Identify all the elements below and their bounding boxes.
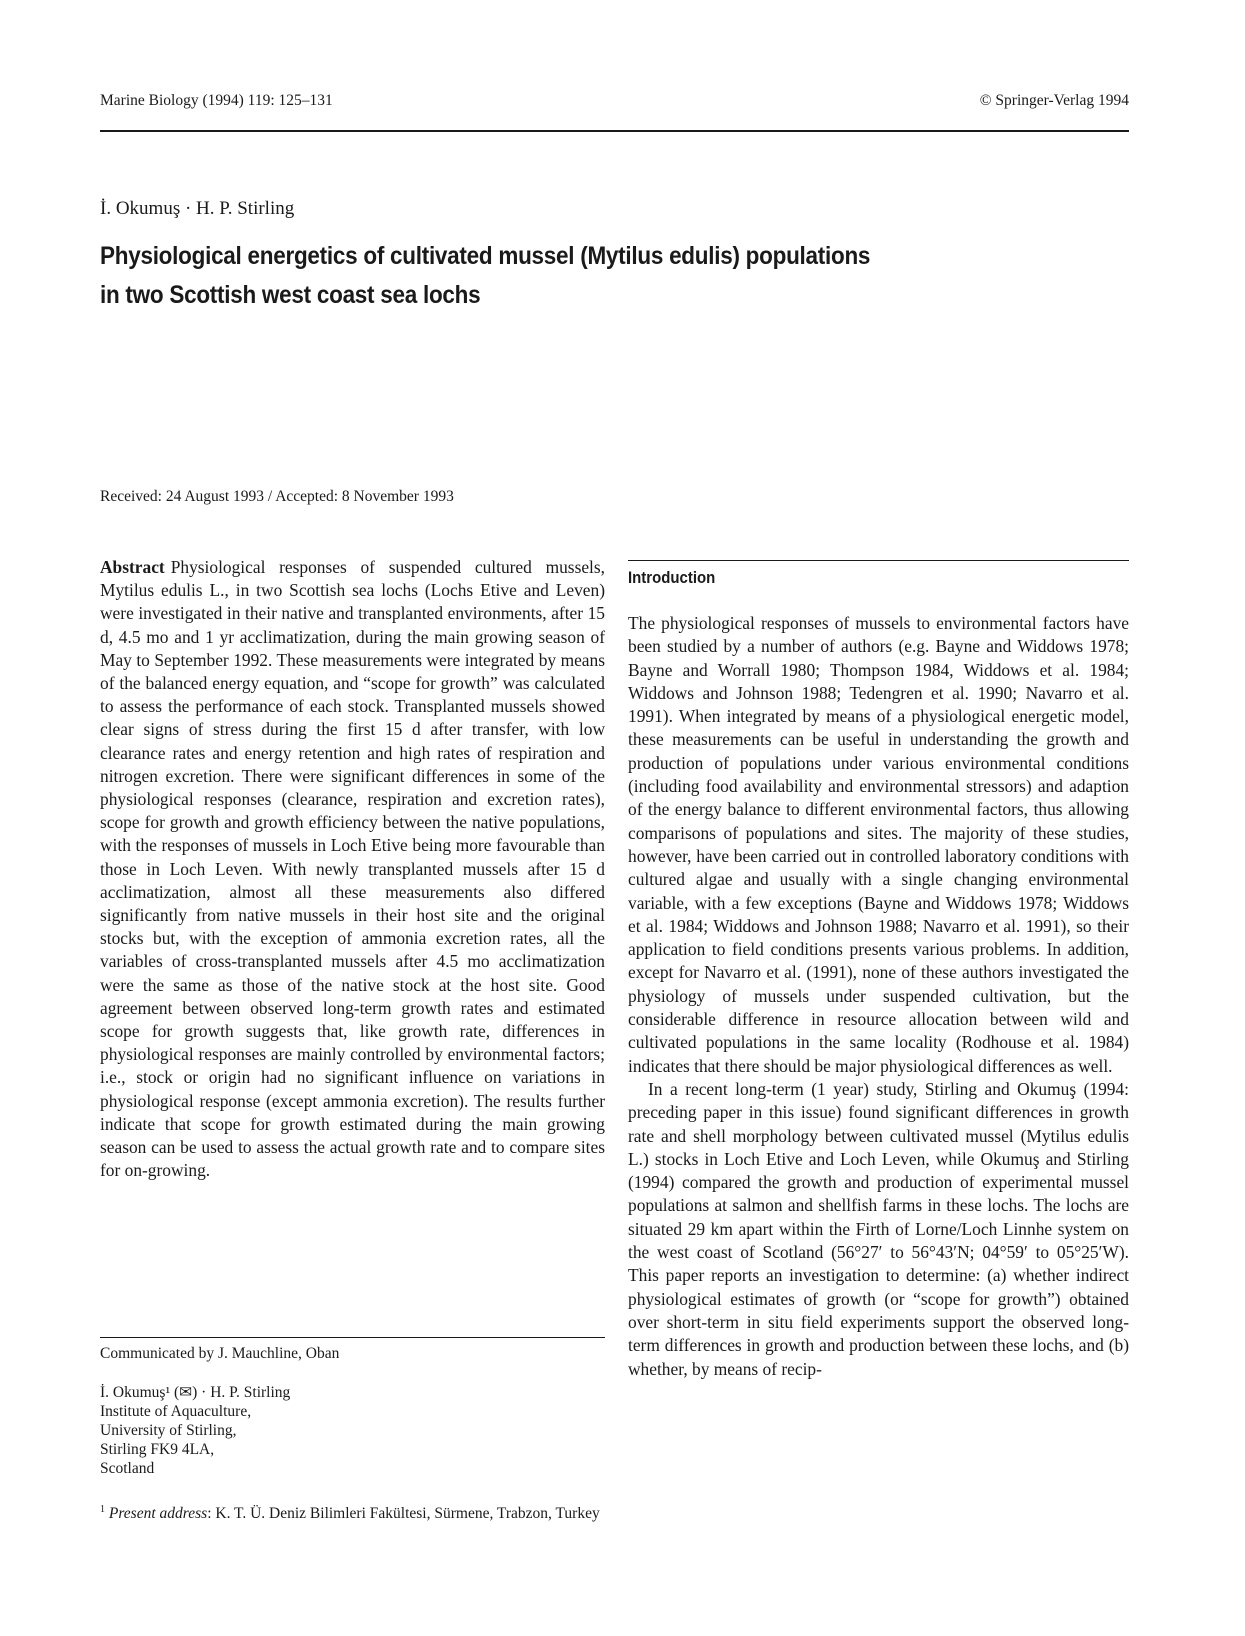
introduction-body bbox=[628, 612, 1129, 1381]
journal-citation: Marine Biology (1994) 119: 125–131 bbox=[100, 92, 333, 109]
received-dates: Received: 24 August 1993 / Accepted: 8 November 1993 bbox=[100, 488, 454, 505]
footnote bbox=[100, 1500, 605, 1523]
affiliation-line: Institute of Aquaculture, bbox=[100, 1403, 252, 1420]
abstract bbox=[100, 556, 605, 1182]
footnote-label: Present address bbox=[108, 1505, 208, 1523]
title-line-2: in two Scottish west coast sea lochs bbox=[100, 281, 481, 309]
section-heading-introduction: Introduction bbox=[628, 568, 716, 587]
running-header bbox=[100, 92, 1129, 114]
communicated-by: Communicated by J. Mauchline, Oban bbox=[100, 1345, 340, 1362]
abstract-label: Abstract bbox=[100, 557, 165, 577]
left-column bbox=[100, 556, 605, 1182]
affiliation-line: Stirling FK9 4LA, bbox=[100, 1441, 215, 1458]
footnote-mark: 1 bbox=[100, 1504, 105, 1515]
footer-rule bbox=[100, 1337, 605, 1338]
author-affiliation bbox=[100, 1383, 290, 1478]
intro-paragraph: In a recent long-term (1 year) study, Stirling and Okumuş (1994: preceding paper in this issue) found significant differences in growth rate and shell morphology between cultivated mussel (Mytilus edulis L.) stocks in Loch Etive and Loch Leven, while Okumuş and Stirling (1994) compared the growth and production of experimental mussel populations at salmon and shellfish farms in these lochs. The lochs are situated 29 km apart within the Firth of Lorne/Loch Linnhe system on the west coast of Scotland (56°27′ to 56°43′N; 04°59′ to 05°25′W). This paper reports an investigation to determine: (a) whether indirect physiological estimates of growth (or “scope for growth”) obtained over short-term in situ field experiments support the observed long-term differences in growth and production between these lochs, and (b) whether, by means of recip- bbox=[628, 1078, 1129, 1379]
affiliation-authors: İ. Okumuş¹ (✉) · H. P. Stirling bbox=[100, 1384, 291, 1401]
author-line: İ. Okumuş · H. P. Stirling bbox=[100, 198, 295, 219]
abstract-text: Physiological responses of suspended cultured mussels, Mytilus edulis L., in two Scottish sea lochs (Lochs Etive and Leven) were investigated in their native and transplanted environments, after 15 d, 4.5 mo and 1 yr acclimatization, during the main growing season of May to September 1992. These measurements were integrated by means of the balanced energy equation, and “scope for growth” was calculated to assess the performance of each stock. Transplanted mussels showed clear signs of stress during the first 15 d after transfer, with low clearance rates and energy retention and high rates of respiration and nitrogen excretion. There were significant differences in some of the physiological responses (clearance, respiration and excretion rates), scope for growth and growth efficiency between the native populations, with the responses of mussels in Loch Etive being more favourable than those in Loch Leven. With newly transplanted mussels after 15 d acclimatization, almost all these measurements also differed significantly from native mussels in their host site and the original stocks but, with the exception of ammonia excretion rates, all the variables of cross-transplanted mussels after 4.5 mo acclimatization were the same as those of the native stock at the host site. Good agreement between observed long-term growth rates and estimated scope for growth suggests that, like growth rate, differences in physiological responses are mainly controlled by environmental factors; i.e., stock or origin had no significant influence on variations in physiological response (except ammonia excretion). The results further indicate that scope for growth estimated during the main growing season can be used to assess the actual growth rate and to compare sites for on-growing. bbox=[100, 557, 605, 1181]
title-line-1: Physiological energetics of cultivated mussel (Mytilus edulis) populations bbox=[100, 242, 871, 270]
article-title bbox=[100, 237, 1144, 315]
copyright-notice: © Springer-Verlag 1994 bbox=[979, 92, 1129, 109]
intro-paragraph: The physiological responses of mussels to environmental factors have been studied by a number of authors (e.g. Bayne and Widdows 1978; Bayne and Worrall 1980; Thompson 1984, Widdows et al. 1984; Widdows and Johnson 1988; Tedengren et al. 1990; Navarro et al. 1991). When integrated by means of a physiological energetic model, these measurements can be useful in understanding the growth and production of populations under various environmental conditions (including food availability and environmental stressors) and adaption of the energy balance to different environmental factors, thus allowing comparisons of populations and sites. The majority of these studies, however, have been carried out in controlled laboratory conditions with cultured algae and usually with a single changing environmental variable, with a few exceptions (Bayne and Widdows 1978; Widdows et al. 1984; Widdows and Johnson 1988; Navarro et al. 1991), so their application to field conditions presents various problems. In addition, except for Navarro et al. (1991), none of these authors investigated the physiology of mussels under suspended cultivation, but the considerable difference in resource allocation between wild and cultivated populations in the same locality (Rodhouse et al. 1984) indicates that there should be major physiological differences as well. bbox=[628, 613, 1129, 1076]
header-rule bbox=[100, 130, 1129, 132]
affiliation-line: Scotland bbox=[100, 1460, 155, 1477]
footnote-text: : K. T. Ü. Deniz Bilimleri Fakültesi, Sürmene, Trabzon, Turkey bbox=[207, 1505, 600, 1523]
section-rule bbox=[628, 560, 1129, 561]
affiliation-line: University of Stirling, bbox=[100, 1422, 237, 1439]
